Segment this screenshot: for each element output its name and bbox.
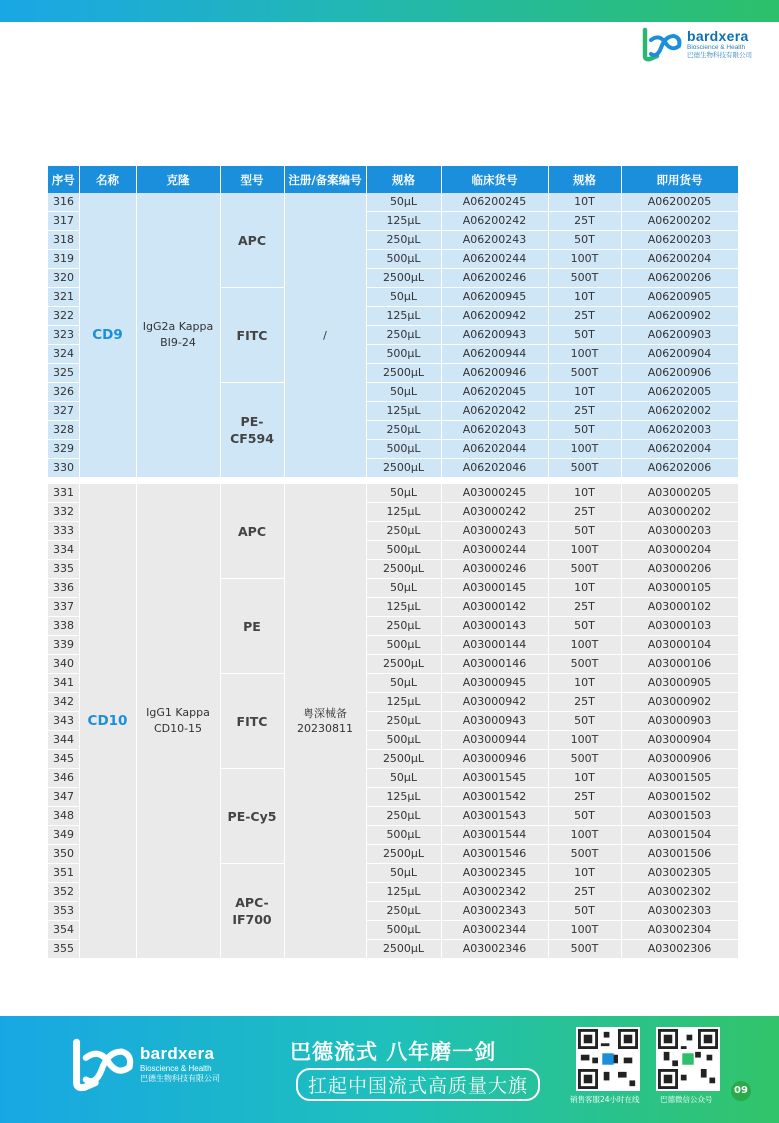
product-name-cell: CD10 [79,484,136,959]
ready-spec-cell: 100T [548,345,621,364]
column-header: 克隆 [136,166,220,193]
ready-spec-cell: 100T [548,541,621,560]
ready-code-cell: A03002302 [621,883,738,902]
seq-cell: 322 [48,307,79,326]
ready-spec-cell: 500T [548,655,621,674]
clinical-spec-cell: 250μL [366,231,441,250]
column-header: 即用货号 [621,166,738,193]
ready-spec-cell: 25T [548,788,621,807]
column-header: 名称 [79,166,136,193]
seq-cell: 342 [48,693,79,712]
clinical-code-cell: A06200245 [441,193,548,212]
seq-cell: 330 [48,459,79,478]
ready-code-cell: A06200904 [621,345,738,364]
footer-brand-cn: 巴德生物科技有限公司 [140,1074,220,1083]
ready-code-cell: A03000905 [621,674,738,693]
ready-spec-cell: 25T [548,693,621,712]
clinical-spec-cell: 500μL [366,636,441,655]
model-line1: PE-Cy5 [227,808,277,824]
ready-spec-cell: 10T [548,193,621,212]
clinical-spec-cell: 250μL [366,902,441,921]
clinical-spec-cell: 250μL [366,421,441,440]
seq-cell: 338 [48,617,79,636]
clinical-code-cell: A06200942 [441,307,548,326]
model-line2: CF594 [230,431,274,446]
ready-code-cell: A03002306 [621,940,738,959]
model-line1: FITC [236,327,268,343]
ready-spec-cell: 25T [548,307,621,326]
seq-cell: 336 [48,579,79,598]
seq-cell: 353 [48,902,79,921]
table-header-row [48,166,738,193]
clinical-code-cell: A06200944 [441,345,548,364]
seq-cell: 335 [48,560,79,579]
clinical-spec-cell: 2500μL [366,459,441,478]
seq-cell: 346 [48,769,79,788]
model-cell [220,674,284,769]
ready-code-cell: A06200902 [621,307,738,326]
ready-code-cell: A03000104 [621,636,738,655]
seq-cell: 323 [48,326,79,345]
ready-code-cell: A03000102 [621,598,738,617]
ready-spec-cell: 25T [548,212,621,231]
seq-cell: 331 [48,484,79,503]
clinical-spec-cell: 2500μL [366,655,441,674]
clinical-code-cell: A03000943 [441,712,548,731]
clinical-spec-cell: 50μL [366,193,441,212]
ready-spec-cell: 100T [548,921,621,940]
seq-cell: 319 [48,250,79,269]
registration-line1: 粤深械备 [303,707,347,720]
clinical-spec-cell: 50μL [366,864,441,883]
table-body [48,193,738,959]
clinical-code-cell: A03002343 [441,902,548,921]
ready-code-cell: A03000103 [621,617,738,636]
ready-code-cell: A03000205 [621,484,738,503]
clinical-spec-cell: 500μL [366,731,441,750]
seq-cell: 327 [48,402,79,421]
clinical-code-cell: A03000145 [441,579,548,598]
ready-spec-cell: 10T [548,579,621,598]
seq-cell: 341 [48,674,79,693]
ready-spec-cell: 25T [548,402,621,421]
table-row [48,484,738,503]
ready-spec-cell: 10T [548,288,621,307]
ready-code-cell: A06200204 [621,250,738,269]
ready-code-cell: A03000106 [621,655,738,674]
clinical-code-cell: A03000144 [441,636,548,655]
seq-cell: 333 [48,522,79,541]
clinical-code-cell: A06202044 [441,440,548,459]
model-cell [220,288,284,383]
seq-cell: 334 [48,541,79,560]
ready-code-cell: A03001504 [621,826,738,845]
model-line1: APC [237,232,266,248]
header-brand-en: Bioscience & Health [687,44,746,51]
ready-spec-cell: 500T [548,364,621,383]
seq-cell: 332 [48,503,79,522]
ready-spec-cell: 50T [548,421,621,440]
ready-spec-cell: 25T [548,598,621,617]
seq-cell: 350 [48,845,79,864]
header-brand-cn: 巴德生物科技有限公司 [687,52,752,59]
clinical-spec-cell: 2500μL [366,750,441,769]
clinical-spec-cell: 125μL [366,307,441,326]
clinical-code-cell: A06202046 [441,459,548,478]
ready-code-cell: A03000902 [621,693,738,712]
clone-cell [136,193,220,478]
footer-bardxera-logo-icon [70,1036,136,1092]
ready-code-cell: A03001502 [621,788,738,807]
model-cell [220,484,284,579]
model-line1: APC- [235,895,269,910]
top-gradient-bar [0,0,779,22]
seq-cell: 343 [48,712,79,731]
model-line1: FITC [236,713,268,729]
clinical-spec-cell: 500μL [366,250,441,269]
clinical-spec-cell: 50μL [366,674,441,693]
ready-spec-cell: 50T [548,617,621,636]
clinical-spec-cell: 125μL [366,693,441,712]
clinical-spec-cell: 250μL [366,807,441,826]
clinical-spec-cell: 50μL [366,579,441,598]
clinical-spec-cell: 500μL [366,345,441,364]
clinical-code-cell: A06200946 [441,364,548,383]
clinical-spec-cell: 125μL [366,503,441,522]
clone-line1: IgG2a Kappa [142,320,214,333]
seq-cell: 316 [48,193,79,212]
ready-spec-cell: 10T [548,383,621,402]
clinical-spec-cell: 2500μL [366,560,441,579]
ready-spec-cell: 500T [548,269,621,288]
clinical-code-cell: A06200242 [441,212,548,231]
clinical-code-cell: A03002346 [441,940,548,959]
column-header: 注册/备案编号 [284,166,366,193]
seq-cell: 317 [48,212,79,231]
clinical-code-cell: A03000243 [441,522,548,541]
clinical-spec-cell: 250μL [366,522,441,541]
clinical-code-cell: A06202042 [441,402,548,421]
ready-spec-cell: 100T [548,440,621,459]
clinical-spec-cell: 50μL [366,484,441,503]
ready-spec-cell: 25T [548,503,621,522]
clinical-spec-cell: 125μL [366,212,441,231]
seq-cell: 344 [48,731,79,750]
model-line2: IF700 [232,912,272,927]
header-brand-name: bardxera [687,28,749,44]
ready-code-cell: A03000204 [621,541,738,560]
ready-spec-cell: 500T [548,560,621,579]
ready-code-cell: A06200206 [621,269,738,288]
clinical-code-cell: A03000242 [441,503,548,522]
clinical-code-cell: A03002345 [441,864,548,883]
column-header: 临床货号 [441,166,548,193]
clinical-code-cell: A06200943 [441,326,548,345]
ready-spec-cell: 50T [548,902,621,921]
wechat-qr-caption: 巴德微信公众号 [660,1095,713,1104]
ready-spec-cell: 500T [548,940,621,959]
seq-cell: 354 [48,921,79,940]
model-line1: PE [243,618,261,634]
clinical-spec-cell: 2500μL [366,364,441,383]
registration-line2: 20230811 [297,722,353,735]
clinical-code-cell: A03000942 [441,693,548,712]
ready-code-cell: A03001503 [621,807,738,826]
clinical-spec-cell: 250μL [366,712,441,731]
clinical-code-cell: A03001545 [441,769,548,788]
clinical-code-cell: A06200244 [441,250,548,269]
footer-slogan-line1: 巴德流式 八年磨一剑 [290,1040,497,1064]
clinical-spec-cell: 50μL [366,769,441,788]
registration-cell [284,193,366,478]
clinical-spec-cell: 50μL [366,288,441,307]
clinical-code-cell: A03000245 [441,484,548,503]
ready-spec-cell: 100T [548,636,621,655]
ready-code-cell: A03000203 [621,522,738,541]
clinical-spec-cell: 125μL [366,598,441,617]
clinical-code-cell: A03001542 [441,788,548,807]
seq-cell: 347 [48,788,79,807]
column-header: 序号 [48,166,79,193]
clinical-spec-cell: 125μL [366,402,441,421]
ready-code-cell: A03000206 [621,560,738,579]
clinical-code-cell: A03000946 [441,750,548,769]
clinical-spec-cell: 250μL [366,617,441,636]
registration-cell [284,484,366,959]
ready-spec-cell: 50T [548,231,621,250]
column-header: 型号 [220,166,284,193]
seq-cell: 351 [48,864,79,883]
column-header: 规格 [548,166,621,193]
ready-spec-cell: 100T [548,250,621,269]
column-header: 规格 [366,166,441,193]
table-row [48,193,738,212]
model-cell [220,193,284,288]
footer-slogan-line2: 扛起中国流式高质量大旗 [296,1068,540,1101]
clinical-code-cell: A03001546 [441,845,548,864]
ready-spec-cell: 50T [548,522,621,541]
clinical-code-cell: A03000246 [441,560,548,579]
clinical-spec-cell: 2500μL [366,940,441,959]
model-cell [220,383,284,478]
ready-code-cell: A06200203 [621,231,738,250]
ready-code-cell: A06202005 [621,383,738,402]
ready-code-cell: A03000906 [621,750,738,769]
footer-brand-name: bardxera [140,1044,215,1063]
ready-code-cell: A03002304 [621,921,738,940]
ready-code-cell: A06200906 [621,364,738,383]
clinical-code-cell: A06200246 [441,269,548,288]
ready-code-cell: A06200905 [621,288,738,307]
clinical-code-cell: A03000142 [441,598,548,617]
clinical-code-cell: A06200243 [441,231,548,250]
product-name-cell: CD9 [79,193,136,478]
seq-cell: 339 [48,636,79,655]
seq-cell: 345 [48,750,79,769]
clinical-spec-cell: 2500μL [366,269,441,288]
ready-spec-cell: 100T [548,826,621,845]
seq-cell: 318 [48,231,79,250]
ready-spec-cell: 500T [548,459,621,478]
registration-line1: / [323,328,327,342]
wechat-qr-code-icon [656,1027,720,1091]
seq-cell: 324 [48,345,79,364]
ready-spec-cell: 10T [548,674,621,693]
clinical-code-cell: A06200945 [441,288,548,307]
clone-line2: CD10-15 [153,722,203,735]
footer-brand-logo [70,1036,220,1092]
clinical-code-cell: A03000143 [441,617,548,636]
model-cell [220,864,284,959]
seq-cell: 328 [48,421,79,440]
ready-code-cell: A03002305 [621,864,738,883]
seq-cell: 340 [48,655,79,674]
clinical-spec-cell: 2500μL [366,845,441,864]
seq-cell: 355 [48,940,79,959]
ready-spec-cell: 10T [548,484,621,503]
clinical-code-cell: A06202043 [441,421,548,440]
model-cell [220,769,284,864]
model-line1: PE- [240,414,264,429]
clinical-spec-cell: 50μL [366,383,441,402]
ready-code-cell: A03000105 [621,579,738,598]
seq-cell: 348 [48,807,79,826]
ready-spec-cell: 500T [548,750,621,769]
ready-code-cell: A03002303 [621,902,738,921]
clinical-code-cell: A03002342 [441,883,548,902]
clinical-spec-cell: 500μL [366,440,441,459]
sales-qr-caption: 销售客服24小时在线 [570,1095,640,1104]
clinical-spec-cell: 125μL [366,788,441,807]
ready-code-cell: A03000903 [621,712,738,731]
ready-code-cell: A06202004 [621,440,738,459]
clone-line2: BI9-24 [160,336,196,349]
clinical-code-cell: A03000146 [441,655,548,674]
seq-cell: 326 [48,383,79,402]
header-brand-logo [641,26,752,62]
model-cell [220,579,284,674]
clinical-code-cell: A03000944 [441,731,548,750]
clinical-spec-cell: 500μL [366,541,441,560]
clinical-code-cell: A03001543 [441,807,548,826]
clinical-code-cell: A06202045 [441,383,548,402]
clone-cell [136,484,220,959]
ready-spec-cell: 10T [548,864,621,883]
clinical-code-cell: A03000244 [441,541,548,560]
seq-cell: 320 [48,269,79,288]
clinical-code-cell: A03000945 [441,674,548,693]
page-number: 09 [731,1081,751,1101]
seq-cell: 325 [48,364,79,383]
model-line1: APC [237,523,266,539]
ready-spec-cell: 500T [548,845,621,864]
seq-cell: 349 [48,826,79,845]
clinical-spec-cell: 125μL [366,883,441,902]
clinical-spec-cell: 500μL [366,921,441,940]
ready-code-cell: A03000202 [621,503,738,522]
ready-spec-cell: 50T [548,326,621,345]
clinical-spec-cell: 500μL [366,826,441,845]
product-table [48,166,739,959]
ready-spec-cell: 100T [548,731,621,750]
ready-code-cell: A06200205 [621,193,738,212]
ready-spec-cell: 50T [548,712,621,731]
clinical-code-cell: A03002344 [441,921,548,940]
seq-cell: 352 [48,883,79,902]
ready-spec-cell: 50T [548,807,621,826]
ready-code-cell: A03000904 [621,731,738,750]
footer-brand-en: Bioscience & Health [140,1064,212,1073]
ready-code-cell: A06202006 [621,459,738,478]
seq-cell: 337 [48,598,79,617]
clone-line1: IgG1 Kappa [146,706,210,719]
bardxera-logo-icon [641,26,683,62]
seq-cell: 321 [48,288,79,307]
ready-spec-cell: 10T [548,769,621,788]
ready-spec-cell: 25T [548,883,621,902]
sales-qr-code-icon [576,1027,640,1091]
ready-code-cell: A06202003 [621,421,738,440]
ready-code-cell: A06200202 [621,212,738,231]
ready-code-cell: A03001505 [621,769,738,788]
ready-code-cell: A03001506 [621,845,738,864]
ready-code-cell: A06202002 [621,402,738,421]
clinical-code-cell: A03001544 [441,826,548,845]
clinical-spec-cell: 250μL [366,326,441,345]
ready-code-cell: A06200903 [621,326,738,345]
seq-cell: 329 [48,440,79,459]
